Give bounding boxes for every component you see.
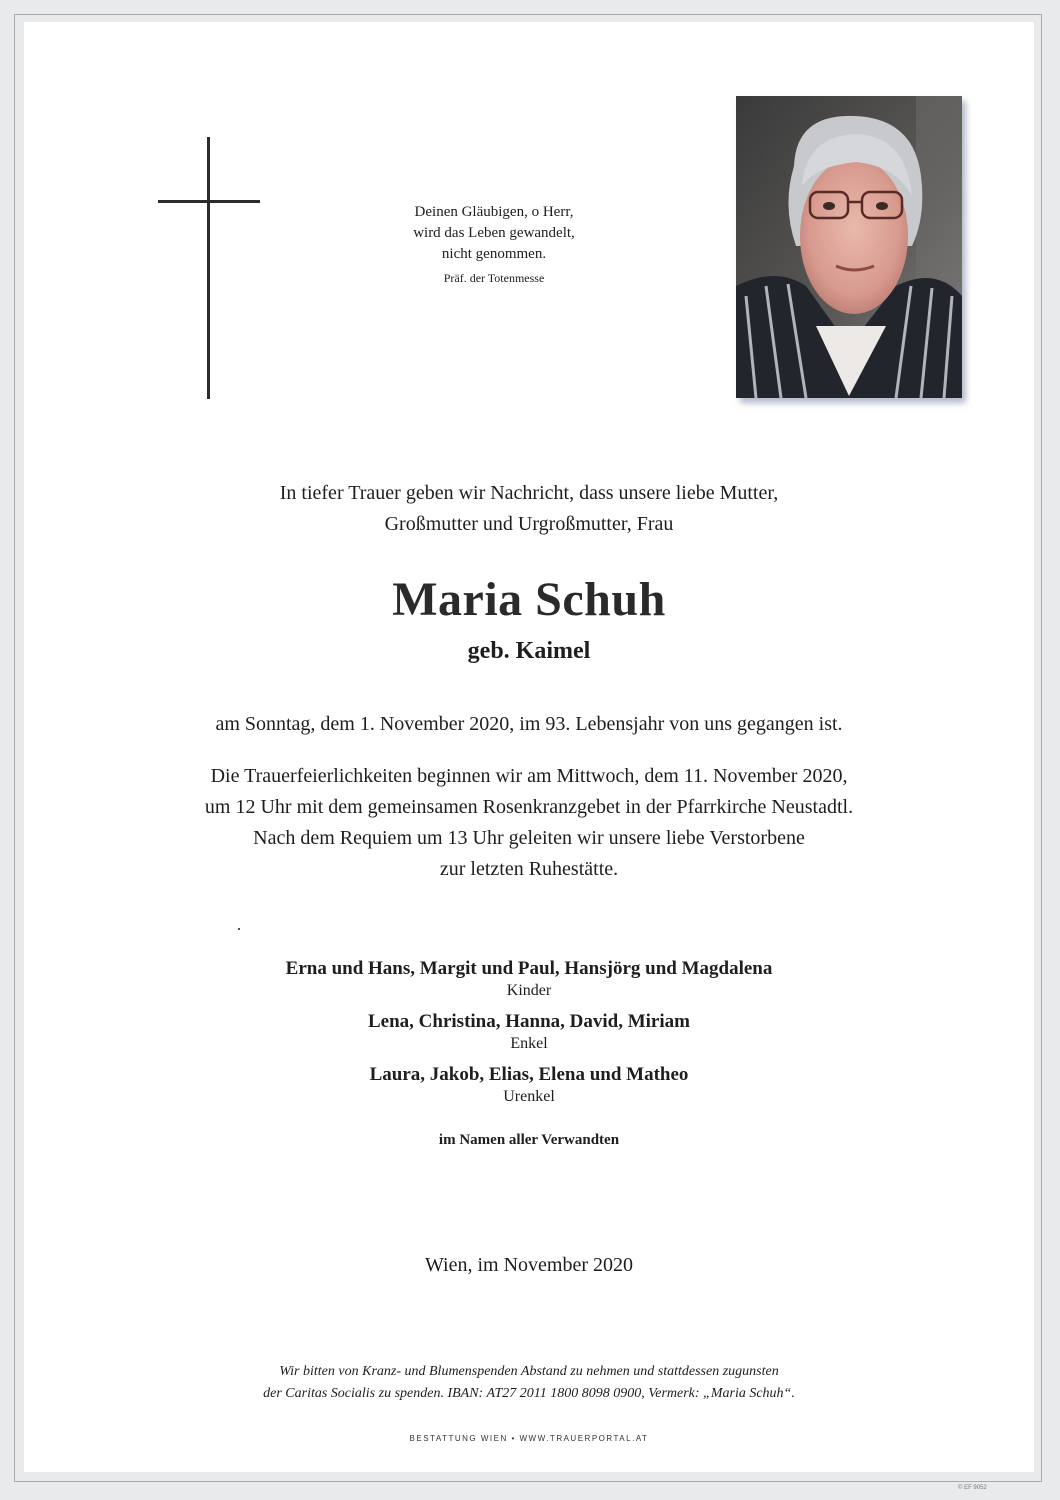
family-list: [24, 956, 1034, 1115]
deceased-name: Maria Schuh: [392, 573, 666, 626]
family-role: Kinder: [506, 982, 552, 999]
intro-text: [24, 478, 1034, 540]
portrait-image: [736, 96, 962, 398]
intro-line: Großmutter und Urgroßmutter, Frau: [384, 513, 674, 535]
intro-line: In tiefer Trauer geben wir Nachricht, dass unsere liebe Mutter,: [279, 482, 779, 504]
donation-line: der Caritas Socialis zu spenden. IBAN: AT27 2011 1800 8098 0900, Vermerk: „Maria Schuh“.: [263, 1386, 795, 1401]
ceremony-line: um 12 Uhr mit dem gemeinsamen Rosenkranzgebet in der Pfarrkirche Neustadtl.: [204, 796, 854, 818]
family-names: Laura, Jakob, Elias, Elena und Matheo: [369, 1064, 689, 1085]
donation-note: [24, 1361, 1034, 1405]
obituary-page: [24, 22, 1034, 1472]
bible-verse: [354, 202, 634, 289]
ceremony-line: Nach dem Requiem um 13 Uhr geleiten wir unsere liebe Verstorbene: [253, 827, 805, 849]
ceremony-line: Die Trauerfeierlichkeiten beginnen wir am Mittwoch, dem 11. November 2020,: [210, 765, 848, 787]
place-date: Wien, im November 2020: [424, 1254, 634, 1276]
birth-name: geb. Kaimel: [467, 638, 591, 664]
scan-speck: [238, 928, 240, 930]
donation-line: Wir bitten von Kranz- und Blumenspenden Abstand zu nehmen und stattdessen zugunsten: [279, 1364, 779, 1379]
print-code: © EF 9052: [958, 1485, 987, 1491]
portrait-photo: [736, 96, 962, 398]
ceremony-line: zur letzten Ruhestätte.: [439, 858, 619, 880]
verse-line: nicht genommen.: [441, 246, 547, 262]
family-role: Enkel: [510, 1035, 548, 1052]
family-role: Urenkel: [503, 1088, 555, 1105]
verse-line: Deinen Gläubigen, o Herr,: [414, 204, 574, 220]
family-names: Erna und Hans, Margit und Paul, Hansjörg und Magdalena: [285, 958, 773, 979]
footer-text: BESTATTUNG WIEN • WWW.TRAUERPORTAL.AT: [409, 1434, 649, 1443]
death-notice: am Sonntag, dem 1. November 2020, im 93. Lebensjahr von uns gegangen ist.: [215, 713, 843, 735]
ceremony-text: [24, 761, 1034, 885]
verse-source: Präf. der Totenmesse: [443, 271, 545, 285]
family-names: Lena, Christina, Hanna, David, Miriam: [368, 1011, 690, 1032]
behalf-text: im Namen aller Verwandten: [438, 1132, 620, 1148]
verse-line: wird das Leben gewandelt,: [413, 225, 575, 241]
